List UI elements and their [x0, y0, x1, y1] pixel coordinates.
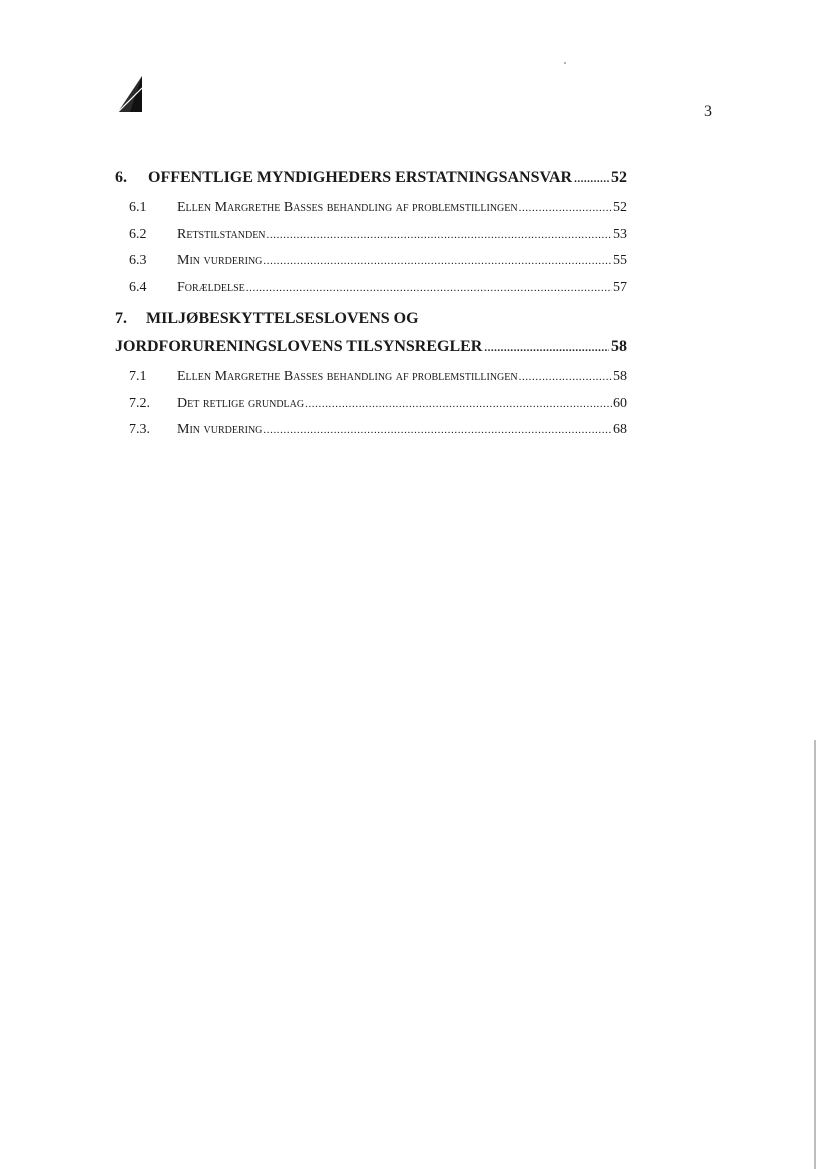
toc-chapter-7-continued[interactable]: [115, 337, 627, 358]
chapter-title-line-1: MILJØBESKYTTELSESLOVENS OG: [146, 310, 419, 327]
section-page: 68: [613, 422, 627, 437]
section-page: 53: [613, 226, 627, 242]
leader-dots: [519, 195, 612, 222]
leader-dots: [305, 391, 612, 418]
leader-dots: [246, 275, 612, 302]
leader-dots: [519, 364, 612, 391]
chapter-6-sections: [115, 195, 627, 301]
toc-entry[interactable]: [115, 248, 627, 275]
section-page: 58: [613, 369, 627, 384]
leader-dots: [263, 417, 612, 444]
leader-dots: [267, 222, 612, 249]
toc-entry[interactable]: [115, 417, 627, 444]
chapter-page: 52: [611, 169, 627, 186]
section-title: Det retlige grundlag: [177, 395, 305, 411]
section-number: 7.2.: [129, 395, 150, 411]
toc-entry[interactable]: [115, 195, 627, 222]
leader-dots: [263, 248, 612, 275]
chapter-title-line-2: JORDFORURENINGSLOVENS TILSYNSREGLER: [115, 338, 483, 355]
section-number: 7.1: [129, 369, 147, 384]
section-title: Min vurdering: [177, 422, 263, 437]
section-number: 6.1: [129, 200, 147, 215]
section-number: 7.3.: [129, 422, 150, 437]
toc-chapter-7[interactable]: [115, 309, 627, 329]
chapter-title: OFFENTLIGE MYNDIGHEDERS ERSTATNINGSANSVAR: [148, 169, 573, 186]
toc-entry[interactable]: [115, 222, 627, 249]
scan-speck: [564, 62, 566, 64]
section-page: 52: [613, 200, 627, 215]
leader-dots: [574, 169, 609, 189]
chapter-number: 7.: [115, 310, 127, 327]
section-page: 57: [613, 279, 627, 295]
toc-entry[interactable]: [115, 364, 627, 391]
section-page: 60: [613, 395, 627, 411]
page-number: 3: [704, 103, 712, 120]
section-title: Ellen Margrethe Basses behandling af problemstillingen: [177, 200, 518, 215]
section-title: Ellen Margrethe Basses behandling af problemstillingen: [177, 369, 518, 384]
chapter-number: 6.: [115, 169, 127, 186]
chapter-page: 58: [611, 338, 627, 355]
section-page: 55: [613, 253, 627, 268]
toc-entry[interactable]: [115, 391, 627, 418]
table-of-contents: [115, 168, 627, 444]
toc-chapter-6[interactable]: [115, 168, 627, 189]
logo-icon: [116, 76, 144, 114]
section-number: 6.4: [129, 279, 147, 295]
toc-entry[interactable]: [115, 275, 627, 302]
section-number: 6.2: [129, 226, 147, 242]
section-number: 6.3: [129, 253, 147, 268]
section-title: Min vurdering: [177, 253, 263, 268]
section-title: Retstilstanden: [177, 226, 266, 242]
leader-dots: [484, 338, 609, 358]
scan-edge-line: [814, 740, 816, 1169]
chapter-7-sections: [115, 364, 627, 444]
section-title: Forældelse: [177, 279, 245, 295]
